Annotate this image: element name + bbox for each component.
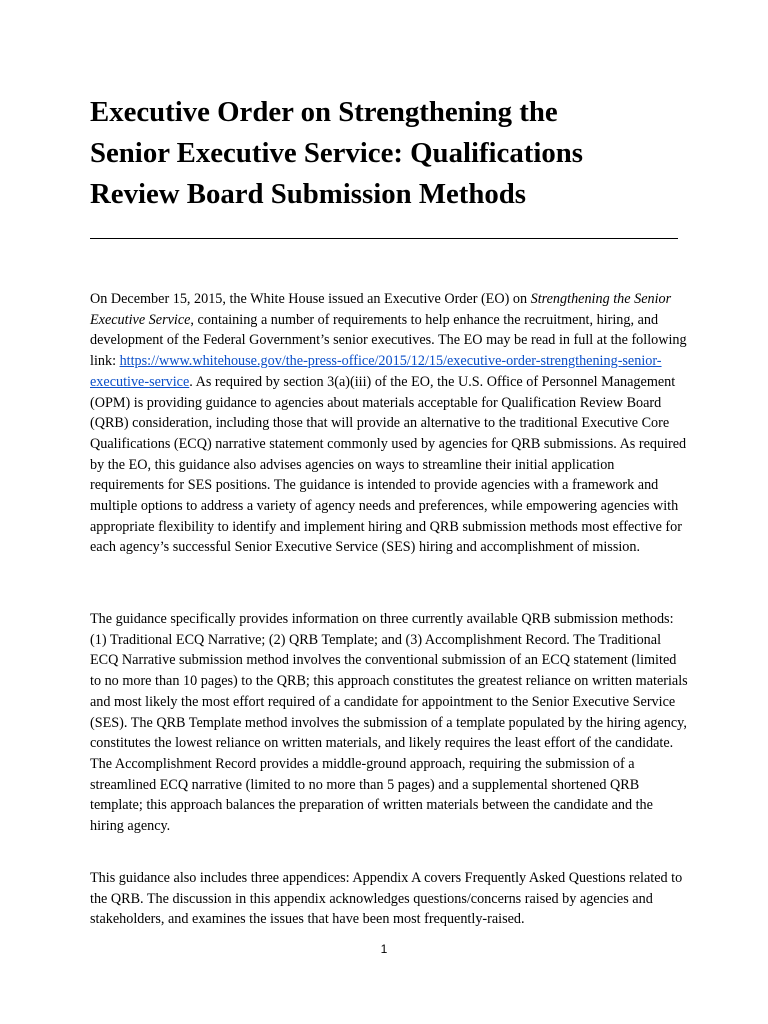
executive-order-link[interactable]: https://www.whitehouse.gov/the-press-office/2015/12/15/executive-order-strengthening-senior-executive-service: [90, 353, 662, 390]
intro-paragraph: [90, 289, 688, 558]
title-line-3: Review Board Submission Methods: [90, 178, 527, 210]
intro-lead-text: On December 15, 2015, the White House issued an Executive Order (EO) on: [90, 291, 531, 307]
appendices-paragraph: This guidance also includes three appendices: Appendix A covers Frequently Asked Questions related to the QRB. The discussion in this appendix acknowledges questions/concerns raised by agencies and stakeholders, and examines the issues that have been most frequently-raised.: [90, 870, 683, 928]
document-title: [90, 92, 690, 215]
title-divider: [90, 238, 678, 239]
intro-tail-text: . As required by section 3(a)(iii) of the EO, the U.S. Office of Personnel Management (OPM) is providing guidance to agencies about materials acceptable for Qualification Review Board (QRB) consideration, including those that will provide an alternative to the traditional Executive Core Qualifications (ECQ) narrative statement commonly used by agencies for QRB submissions. As required by the EO, this guidance also advises agencies on ways to streamline their initial application requirements for SES positions. The guidance is intended to provide agencies with a framework and multiple options to address a variety of agency needs and preferences, while empowering agencies with appropriate flexibility to identify and implement hiring and QRB submission methods most effective for each agency’s successful Senior Executive Service (SES) hiring and accomplishment of mission.: [90, 373, 687, 556]
executive-order-title: Strengthening the Senior Executive Service: [90, 291, 672, 328]
title-line-2: Senior Executive Service: Qualifications: [90, 137, 583, 169]
intro-middle-text: , containing a number of requirements to help enhance the recruitment, hiring, and development of the Federal Government’s senior executives. The EO may be read in full at the following link:: [90, 311, 687, 370]
page-number: 1: [380, 942, 388, 956]
title-line-1: Executive Order on Strengthening the: [90, 96, 558, 128]
submission-methods-paragraph: The guidance specifically provides information on three currently available QRB submission methods: (1) Traditional ECQ Narrative; (2) QRB Template; and (3) Accomplishment Record. The Traditional ECQ Narrative submission method involves the conventional submission of an ECQ statement (limited to no more than 10 pages) to the QRB; this approach constitutes the greatest reliance on written materials and most likely the most effort required of a candidate for appointment to the Senior Executive Service (SES). The QRB Template method involves the submission of a template populated by the hiring agency, constitutes the lowest reliance on written materials, and likely requires the least effort of the candidate. The Accomplishment Record provides a middle-ground approach, requiring the submission of a streamlined ECQ narrative (limited to no more than 5 pages) and a supplemental shortened QRB template; this approach balances the preparation of written materials between the candidate and the hiring agency.: [90, 611, 688, 835]
